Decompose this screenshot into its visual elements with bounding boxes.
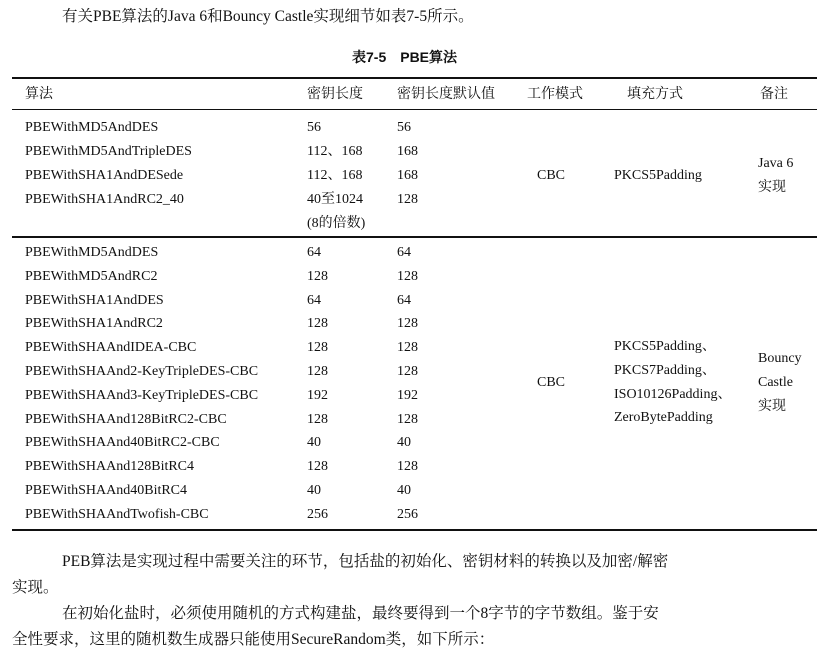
cell-mode: CBC [537, 375, 566, 390]
cell-default-key-length: 168 [397, 168, 418, 183]
cell-default-key-length: 128 [397, 316, 418, 331]
cell-key-length: 112、168 [307, 168, 363, 183]
cell-padding: ZeroBytePadding [614, 410, 713, 425]
cell-default-key-length: 128 [397, 412, 418, 427]
cell-key-length: 128 [307, 459, 328, 474]
cell-default-key-length: 128 [397, 269, 418, 284]
cell-default-key-length: 256 [397, 507, 418, 522]
cell-padding: PKCS7Padding、 [614, 363, 716, 378]
cell-algorithm: PBEWithSHAAndIDEA-CBC [25, 340, 197, 355]
cell-default-key-length: 128 [397, 192, 418, 207]
paragraph-1-line-2: 实现。 [12, 579, 59, 596]
cell-key-length: 128 [307, 269, 328, 284]
table-top-rule [12, 77, 817, 79]
cell-key-length: 128 [307, 412, 328, 427]
cell-key-length: 40 [307, 435, 321, 450]
cell-key-length: 128 [307, 364, 328, 379]
header-algorithm: 算法 [25, 87, 53, 102]
cell-default-key-length: 64 [397, 293, 411, 308]
table-bottom-rule [12, 529, 817, 531]
header-mode: 工作模式 [527, 87, 583, 102]
cell-note: Castle [758, 375, 793, 390]
cell-padding: ISO10126Padding、 [614, 387, 732, 402]
cell-default-key-length: 192 [397, 388, 418, 403]
header-key-length: 密钥长度 [307, 87, 363, 102]
cell-default-key-length: 128 [397, 364, 418, 379]
header-rule [12, 109, 817, 110]
cell-key-length: 40至1024 [307, 192, 363, 207]
cell-default-key-length: 40 [397, 483, 411, 498]
cell-key-length: 64 [307, 245, 321, 260]
header-padding: 填充方式 [627, 87, 683, 102]
cell-key-length: 64 [307, 293, 321, 308]
cell-algorithm: PBEWithSHAAnd128BitRC2-CBC [25, 412, 227, 427]
paragraph-2-line-2: 全性要求，这里的随机数生成器只能使用SecureRandom类，如下所示： [12, 631, 495, 648]
paragraph-2-line-1: 在初始化盐时，必须使用随机的方式构建盐，最终要得到一个8字节的字节数组。鉴于安 [62, 605, 659, 622]
cell-note: Bouncy [758, 351, 802, 366]
intro-paragraph: 有关PBE算法的Java 6和Bouncy Castle实现细节如表7-5所示。 [62, 8, 474, 25]
cell-algorithm: PBEWithSHA1AndDESede [25, 168, 184, 183]
cell-default-key-length: 56 [397, 120, 411, 135]
cell-key-length: 256 [307, 507, 328, 522]
cell-default-key-length: 64 [397, 245, 411, 260]
header-default-key-length: 密钥长度默认值 [397, 87, 495, 102]
cell-default-key-length: 128 [397, 340, 418, 355]
cell-key-length: 128 [307, 316, 328, 331]
cell-key-length: 56 [307, 120, 321, 135]
cell-algorithm: PBEWithSHA1AndDES [25, 293, 164, 308]
cell-note: Java 6 [758, 156, 794, 171]
cell-padding: PKCS5Padding、 [614, 339, 716, 354]
cell-mode: CBC [537, 168, 566, 183]
cell-algorithm: PBEWithMD5AndTripleDES [25, 144, 192, 159]
cell-key-length: (8的倍数) [307, 216, 366, 231]
cell-algorithm: PBEWithMD5AndDES [25, 120, 159, 135]
cell-key-length: 128 [307, 340, 328, 355]
cell-default-key-length: 40 [397, 435, 411, 450]
cell-key-length: 40 [307, 483, 321, 498]
cell-algorithm: PBEWithSHAAnd40BitRC4 [25, 483, 188, 498]
cell-note: 实现 [758, 399, 786, 414]
cell-algorithm: PBEWithSHA1AndRC2_40 [25, 192, 184, 207]
cell-algorithm: PBEWithSHA1AndRC2 [25, 316, 163, 331]
cell-key-length: 112、168 [307, 144, 363, 159]
cell-algorithm: PBEWithSHAAnd2-KeyTripleDES-CBC [25, 364, 259, 379]
cell-algorithm: PBEWithSHAAnd128BitRC4 [25, 459, 195, 474]
cell-algorithm: PBEWithSHAAnd3-KeyTripleDES-CBC [25, 388, 259, 403]
cell-padding: PKCS5Padding [614, 168, 702, 183]
cell-algorithm: PBEWithMD5AndRC2 [25, 269, 158, 284]
cell-algorithm: PBEWithMD5AndDES [25, 245, 159, 260]
cell-note: 实现 [758, 180, 786, 195]
group-divider-rule [12, 236, 817, 238]
cell-algorithm: PBEWithSHAAndTwofish-CBC [25, 507, 209, 522]
cell-key-length: 192 [307, 388, 328, 403]
header-note: 备注 [760, 87, 788, 102]
cell-default-key-length: 128 [397, 459, 418, 474]
cell-algorithm: PBEWithSHAAnd40BitRC2-CBC [25, 435, 220, 450]
paragraph-1-line-1: PEB算法是实现过程中需要关注的环节，包括盐的初始化、密钥材料的转换以及加密/解密 [62, 553, 669, 570]
table-caption: 表7-5 PBE算法 [352, 49, 458, 65]
cell-default-key-length: 168 [397, 144, 418, 159]
